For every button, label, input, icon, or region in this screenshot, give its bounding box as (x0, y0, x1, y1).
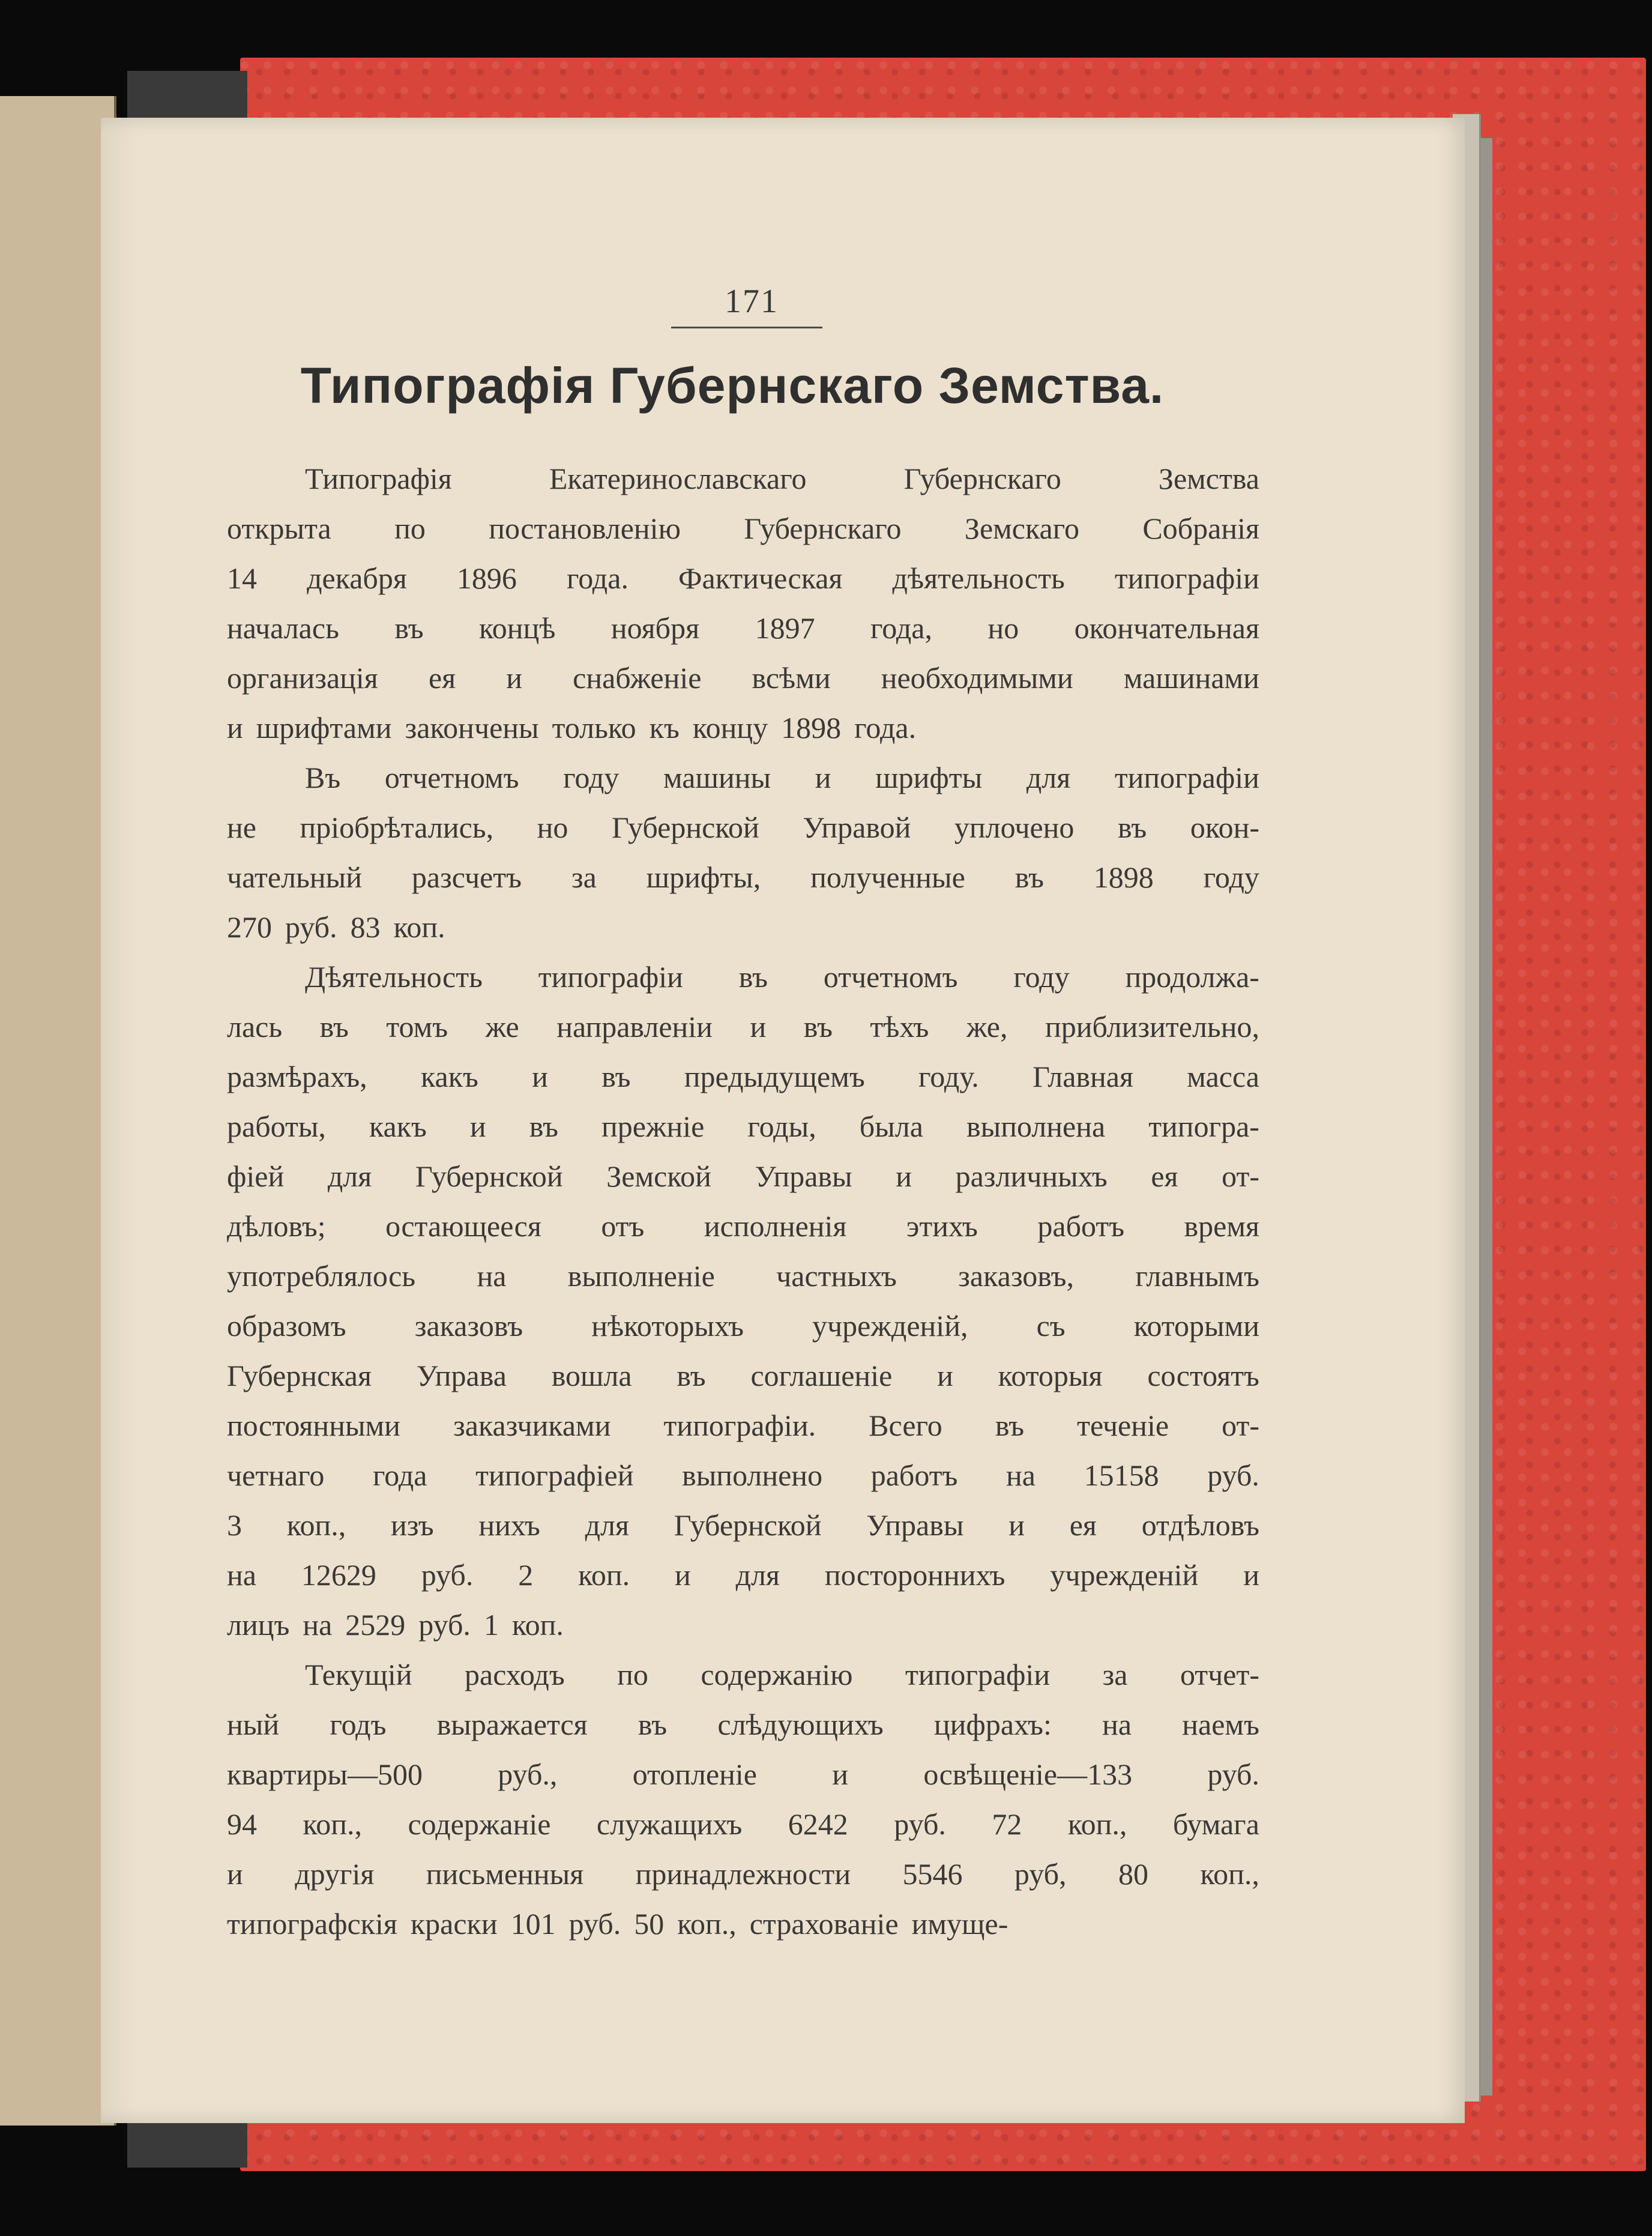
text-line: 3 коп., изъ нихъ для Губернской Управы и ея отдѣловъ (227, 1508, 1259, 1542)
text-line: постоянными заказчиками типографіи. Всего въ теченіе от- (227, 1409, 1259, 1442)
text-line: типографскія краски 101 руб. 50 коп., страхованіе имуще- (227, 1907, 1008, 1941)
book-page (101, 118, 1465, 2123)
left-page-edge (0, 96, 116, 2126)
text-line: фіей для Губернской Земской Управы и различныхъ ея от- (227, 1159, 1259, 1193)
text-line: не пріобрѣтались, но Губернской Управой уплочено въ окон- (227, 811, 1259, 844)
text-line: открыта по постановленію Губернскаго Земскаго Собранія (227, 512, 1259, 545)
text-line: 270 руб. 83 коп. (227, 910, 445, 944)
text-line: Дѣятельность типографіи въ отчетномъ году продолжа- (305, 960, 1259, 994)
text-line: Типографія Екатеринославскаго Губернскаго Земства (305, 462, 1259, 495)
text-line: чательный разсчетъ за шрифты, полученные въ 1898 году (227, 860, 1259, 894)
text-line: ный годъ выражается въ слѣдующихъ цифрахъ: на наемъ (227, 1708, 1259, 1741)
text-line: Губернская Управа вошла въ соглашеніе и которыя состоятъ (227, 1359, 1259, 1392)
text-line: 94 коп., содержаніе служащихъ 6242 руб. 72 коп., бумага (227, 1807, 1259, 1841)
text-line: лась въ томъ же направленіи и въ тѣхъ же, приблизительно, (227, 1010, 1259, 1044)
text-line: началась въ концѣ ноября 1897 года, но окончательная (227, 611, 1259, 645)
text-line: Текущій расходъ по содержанію типографіи за отчет- (305, 1658, 1259, 1691)
paragraph-2 (227, 753, 1259, 952)
text-line: образомъ заказовъ нѣкоторыхъ учрежденій, съ которыми (227, 1309, 1259, 1343)
page-stack-edge-inner (1480, 138, 1492, 2095)
text-line: 14 декабря 1896 года. Фактическая дѣятельность типографіи (227, 561, 1259, 595)
paragraph-3 (227, 952, 1259, 1650)
text-line: квартиры—500 руб., отопленіе и освѣщеніе—133 руб. (227, 1757, 1259, 1791)
text-line: и шрифтами закончены только къ концу 1898 года. (227, 711, 917, 745)
text-line: организація ея и снабженіе всѣми необходимыми машинами (227, 661, 1259, 695)
paragraph-4 (227, 1650, 1259, 1949)
body-text (227, 454, 1259, 1949)
text-line: Въ отчетномъ году машины и шрифты для типографіи (305, 761, 1259, 794)
text-line: лицъ на 2529 руб. 1 коп. (227, 1608, 564, 1642)
text-line: размѣрахъ, какъ и въ предыдущемъ году. Главная масса (227, 1060, 1259, 1093)
text-line: работы, какъ и въ прежніе годы, была выполнена типогра- (227, 1110, 1259, 1143)
page-number-rule (671, 327, 822, 328)
paragraph-1 (227, 454, 1259, 753)
text-line: четнаго года типографіей выполнено работъ на 15158 руб. (227, 1458, 1259, 1492)
text-line: и другія письменныя принадлежности 5546 руб, 80 коп., (227, 1857, 1259, 1891)
spine-top (127, 71, 247, 119)
text-line: употреблялось на выполненіе частныхъ заказовъ, главнымъ (227, 1259, 1259, 1293)
page-title: Типографія Губернскаго Земства. (300, 357, 1165, 414)
text-line: дѣловъ; остающееся отъ исполненія этихъ работъ время (227, 1209, 1259, 1243)
text-line: на 12629 руб. 2 коп. и для постороннихъ учрежденій и (227, 1558, 1259, 1592)
page-number: 171 (725, 283, 779, 320)
